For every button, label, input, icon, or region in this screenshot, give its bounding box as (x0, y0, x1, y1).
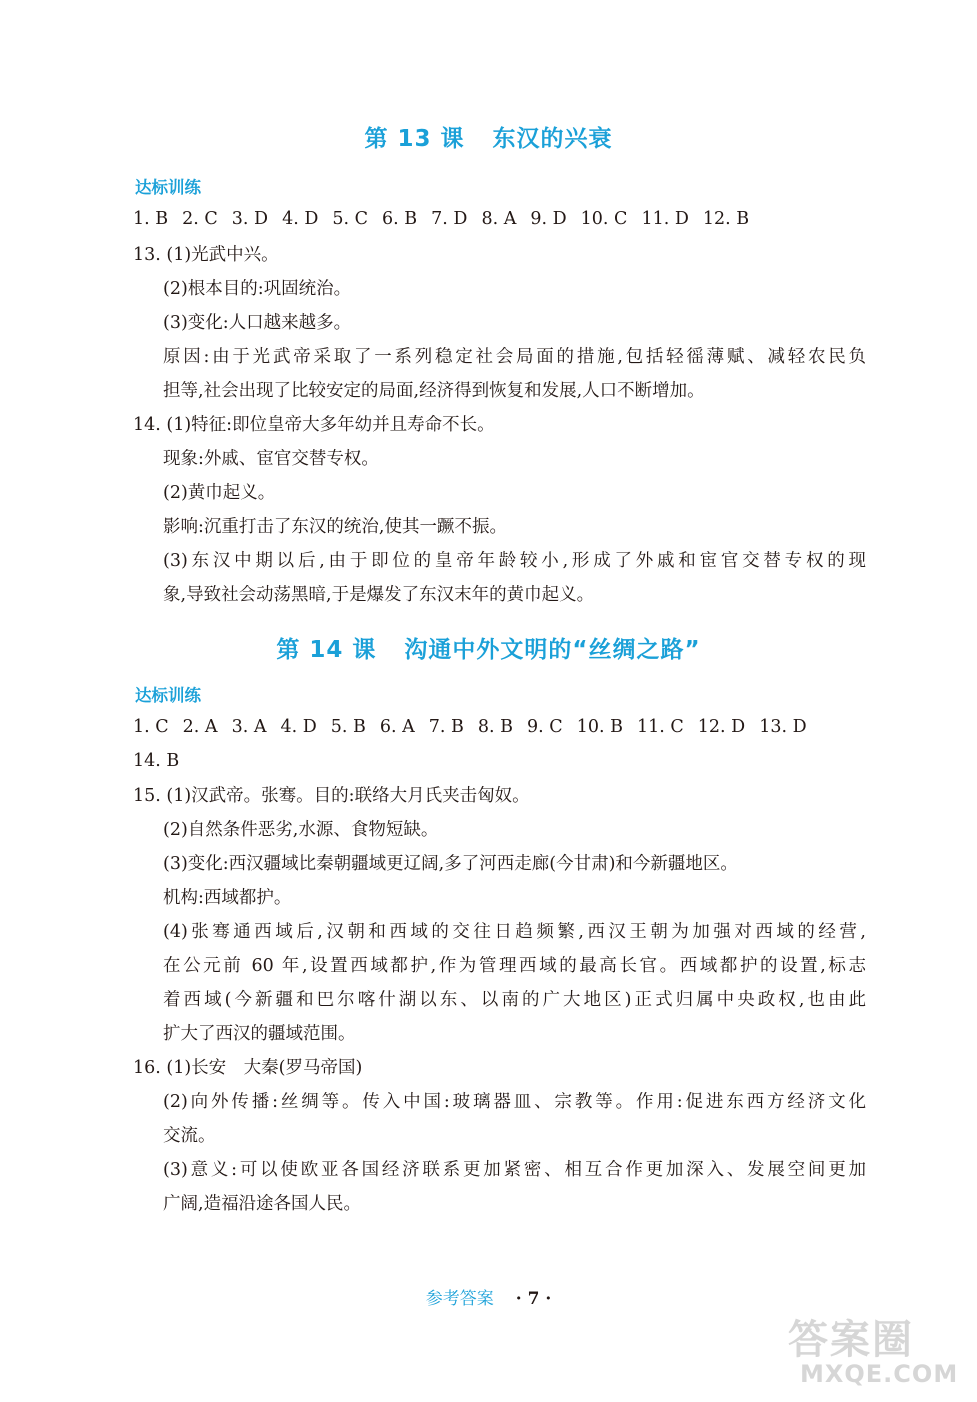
answer-line: 担等,社会出现了比较安定的局面,经济得到恢复和发展,人口不断增加。 (163, 381, 705, 401)
lesson-13-name: 东汉的兴衰 (492, 126, 613, 152)
section-label: 达标训练 (135, 178, 201, 197)
mc-answer: 1. C (133, 717, 169, 737)
mc-answer: 7. B (428, 717, 464, 737)
answer-line: (3)东汉中期以后,由于即位的皇帝年龄较小,形成了外戚和宦官交替专权的现 (163, 551, 866, 571)
answer-line: 机构:西域都护。 (163, 888, 292, 908)
mc-answer: 8. B (477, 717, 514, 737)
mc-answer: 11. D (641, 209, 689, 229)
lesson-14-number: 第 14 课 (276, 637, 377, 663)
mc-answer: 2. A (182, 717, 218, 737)
mc-answer: 9. D (530, 209, 567, 229)
mc-answer: 5. C (332, 209, 369, 229)
mc-answer: 6. B (382, 209, 418, 229)
page-number: · 7 · (515, 1289, 552, 1309)
mc-answers-row (133, 207, 763, 231)
mc-answer: 7. D (431, 209, 468, 229)
mc-answer: 6. A (379, 717, 415, 737)
answer-line: 现象:外戚、宦官交替专权。 (163, 449, 379, 469)
answer-line: (2)黄巾起义。 (163, 483, 276, 503)
mc-answer: 5. B (330, 717, 366, 737)
answer-line: 原因:由于光武帝采取了一系列稳定社会局面的措施,包括轻徭薄赋、减轻农民负 (163, 347, 866, 367)
answer-line: (2)自然条件恶劣,水源、食物短缺。 (163, 820, 439, 840)
mc-answer: 11. C (636, 717, 684, 737)
mc-answer: 3. D (231, 209, 269, 229)
lesson-14-name: 沟通中外文明的“丝绸之路” (404, 637, 701, 663)
page-footer (0, 1284, 977, 1309)
mc-answer: 3. A (231, 717, 267, 737)
answer-line: 16. (1)长安 大秦(罗马帝国) (133, 1058, 363, 1078)
answer-line: 交流。 (163, 1126, 216, 1146)
watermark-logo (770, 1308, 970, 1396)
watermark-text: 答案圈 (788, 1317, 914, 1363)
section-label: 达标训练 (135, 686, 201, 705)
answer-line: (3)变化:西汉疆域比秦朝疆域更辽阔,多了河西走廊(今甘肃)和今新疆地区。 (163, 854, 738, 874)
answer-line: 15. (1)汉武帝。张骞。目的:联络大月氏夹击匈奴。 (133, 786, 530, 806)
mc-answer: 4. D (280, 717, 317, 737)
footer-label: 参考答案 (425, 1289, 494, 1309)
answer-line: 着西域(今新疆和巴尔喀什湖以东、以南的广大地区)正式归属中央政权,也由此 (163, 990, 866, 1010)
answer-line: (3)意义:可以使欧亚各国经济联系更加紧密、相互合作更加深入、发展空间更加 (163, 1160, 866, 1180)
answer-line: 影响:沉重打击了东汉的统治,使其一蹶不振。 (163, 517, 507, 537)
lesson-14-title (0, 631, 977, 664)
mc-answer: 1. B (133, 209, 169, 229)
lesson-13-number: 第 13 课 (364, 126, 465, 152)
answer-line: (2)向外传播:丝绸等。传入中国:玻璃器皿、宗教等。作用:促进东西方经济文化 (163, 1092, 866, 1112)
mc-answer: 12. B (702, 209, 750, 229)
mc-answer: 10. B (576, 717, 623, 737)
mc-answer-extra: 14. B (133, 751, 180, 771)
mc-answer: 2. C (182, 209, 218, 229)
answer-line: (4)张骞通西域后,汉朝和西域的交往日趋频繁,西汉王朝为加强对西域的经营, (163, 922, 866, 942)
mc-answer: 10. C (580, 209, 628, 229)
answer-line: 象,导致社会动荡黑暗,于是爆发了东汉末年的黄巾起义。 (163, 585, 595, 605)
mc-answer: 4. D (282, 209, 319, 229)
mc-answer: 13. D (759, 717, 807, 737)
mc-answer: 9. C (527, 717, 563, 737)
answer-line: 在公元前 60 年,设置西域都护,作为管理西域的最高长官。西域都护的设置,标志 (163, 956, 866, 976)
answer-line: 扩大了西汉的疆域范围。 (163, 1024, 356, 1044)
mc-answers-row (133, 715, 821, 739)
mc-answer: 8. A (481, 209, 517, 229)
answer-line: (3)变化:人口越来越多。 (163, 313, 352, 333)
answer-line: 14. (1)特征:即位皇帝大多年幼并且寿命不长。 (133, 415, 495, 435)
mc-answer: 12. D (697, 717, 746, 737)
watermark-url: MXQE.COM (800, 1360, 959, 1388)
lesson-13-title (0, 120, 977, 153)
answer-line: (2)根本目的:巩固统治。 (163, 279, 352, 299)
answer-line: 13. (1)光武中兴。 (133, 245, 279, 265)
answer-line: 广阔,造福沿途各国人民。 (163, 1194, 362, 1214)
